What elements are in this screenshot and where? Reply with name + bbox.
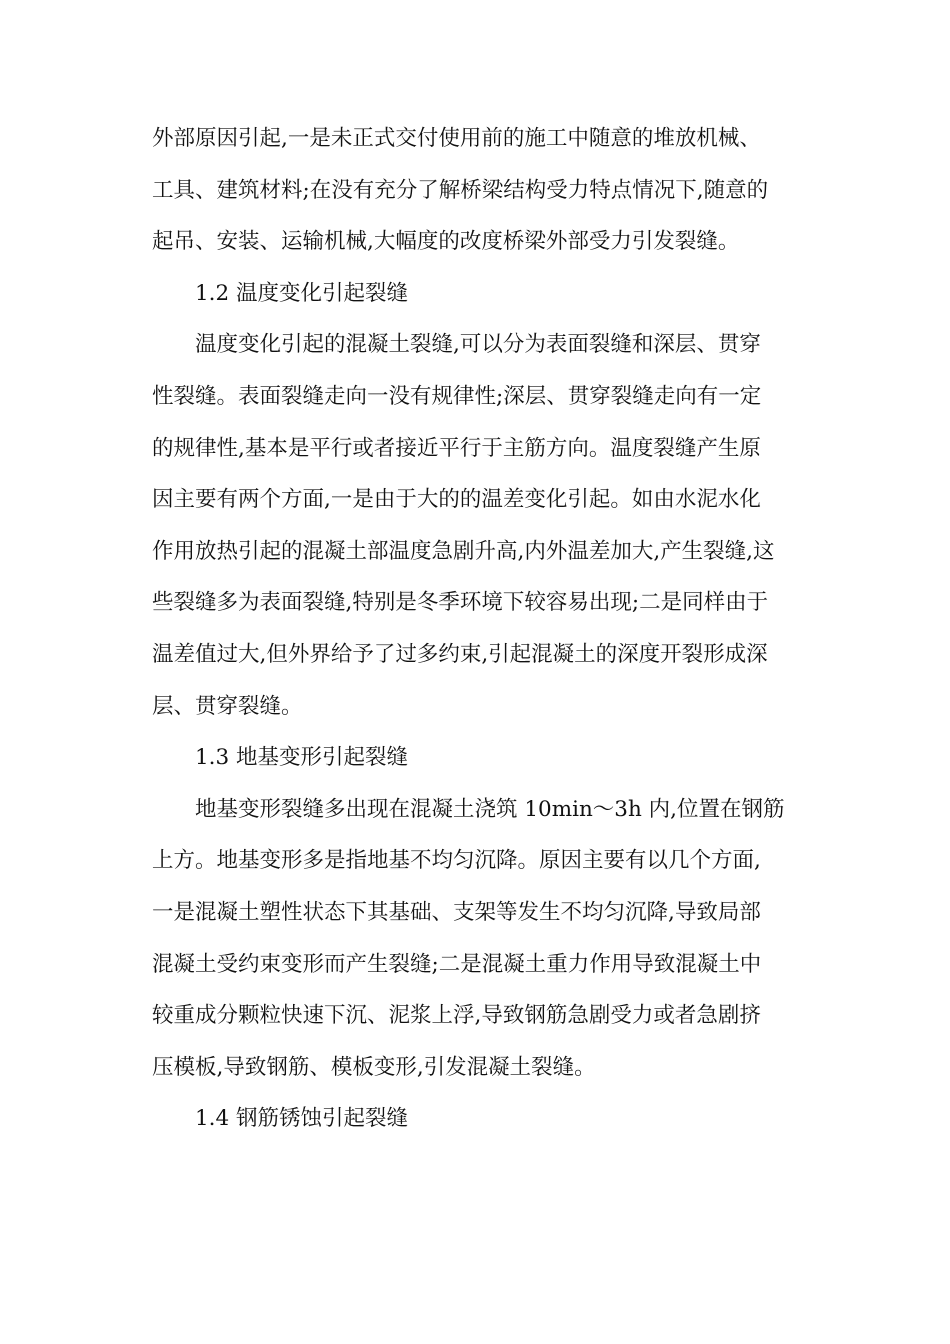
- text-line: 些裂缝多为表面裂缝,特别是冬季环境下较容易出现;二是同样由于: [152, 590, 769, 616]
- text-line: 温差值过大,但外界给予了过多约束,引起混凝土的深度开裂形成深: [152, 641, 768, 667]
- text-line: 层、贯穿裂缝。: [152, 693, 303, 719]
- text-line: 地基变形裂缝多出现在混凝土浇筑 10min～3h 内,位置在钢筋: [195, 796, 785, 822]
- text-line: 一是混凝土塑性状态下其基础、支架等发生不均匀沉降,导致局部: [152, 899, 761, 925]
- section-heading-1-3: 1.3 地基变形引起裂缝: [195, 745, 409, 771]
- section-heading-1-2: 1.2 温度变化引起裂缝: [195, 280, 409, 306]
- text-line: 混凝土受约束变形而产生裂缝;二是混凝土重力作用导致混凝土中: [152, 951, 762, 977]
- text-line: 压模板,导致钢筋、模板变形,引发混凝土裂缝。: [152, 1054, 596, 1080]
- text-line: 外部原因引起,一是未正式交付使用前的施工中随意的堆放机械、: [152, 126, 761, 151]
- text-line: 起吊、安装、运输机械,大幅度的改度桥梁外部受力引发裂缝。: [152, 229, 740, 255]
- text-line: 上方。地基变形多是指地基不均匀沉降。原因主要有以几个方面,: [152, 848, 761, 874]
- text-line: 工具、建筑材料;在没有充分了解桥梁结构受力特点情况下,随意的: [152, 177, 769, 203]
- text-line: 作用放热引起的混凝土部温度急剧升高,内外温差加大,产生裂缝,这: [152, 538, 775, 564]
- document-page: [152, 113, 802, 1145]
- text-line: 因主要有两个方面,一是由于大的的温差变化引起。如由水泥水化: [152, 487, 761, 513]
- text-line: 较重成分颗粒快速下沉、泥浆上浮,导致钢筋急剧受力或者急剧挤: [152, 1003, 761, 1029]
- text-line: 温度变化引起的混凝土裂缝,可以分为表面裂缝和深层、贯穿: [195, 332, 761, 358]
- section-heading-1-4: 1.4 钢筋锈蚀引起裂缝: [195, 1106, 409, 1132]
- text-line: 的规律性,基本是平行或者接近平行于主筋方向。温度裂缝产生原: [152, 435, 761, 461]
- text-line: 性裂缝。表面裂缝走向一没有规律性;深层、贯穿裂缝走向有一定: [152, 383, 762, 409]
